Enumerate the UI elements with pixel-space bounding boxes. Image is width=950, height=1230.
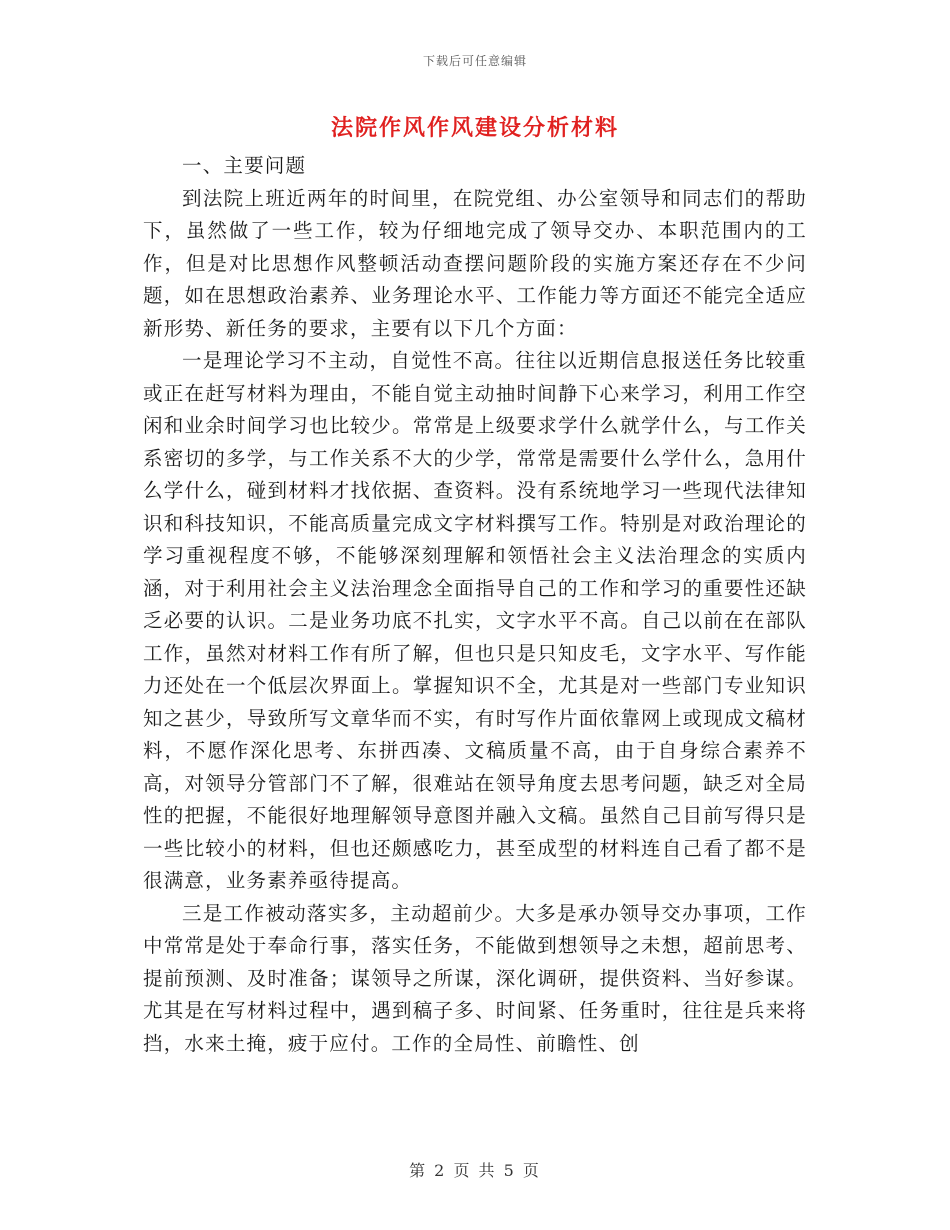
paragraph: 到法院上班近两年的时间里，在院党组、办公室领导和同志们的帮助下，虽然做了一些工作，较为仔细地完成了领导交办、本职范围内的工作，但是对比思想作风整顿活动查摆问题阶段的实施方案还存在不少问题，如在思想政治素养、业务理论水平、工作能力等方面还不能完全适应新形势、新任务的要求，主要有以下几个方面：	[143, 186, 807, 340]
section-heading: 一、主要问题	[182, 154, 307, 177]
page-number: 第 2 页 共 5 页	[409, 1161, 541, 1180]
document-body	[143, 150, 807, 1060]
document-title: 法院作风作风建设分析材料	[330, 115, 619, 141]
paragraph: 三是工作被动落实多，主动超前少。大多是承办领导交办事项，工作中常常是处于奉命行事，落实任务，不能做到想领导之未想，超前思考、提前预测、及时准备；谋领导之所谋，深化调研，提供资料、当好参谋。尤其是在写材料过程中，遇到稿子多、时间紧、任务重时，往往是兵来将挡，水来土掩，疲于应付。工作的全局性、前瞻性、创	[143, 901, 807, 1055]
header-note: 下载后可任意编辑	[422, 54, 527, 68]
paragraph: 一是理论学习不主动，自觉性不高。往往以近期信息报送任务比较重或正在赶写材料为理由，不能自觉主动抽时间静下心来学习，利用工作空闲和业余时间学习也比较少。常常是上级要求学什么就学什么，与工作关系密切的多学，与工作关系不大的少学，常常是需要什么学什么，急用什么学什么，碰到材料才找依据、查资料。没有系统地学习一些现代法律知识和科技知识，不能高质量完成文字材料撰写工作。特别是对政治理论的学习重视程度不够，不能够深刻理解和领悟社会主义法治理念的实质内涵，对于利用社会主义法治理念全面指导自己的工作和学习的重要性还缺乏必要的认识。二是业务功底不扎实，文字水平不高。自己以前在在部队工作，虽然对材料工作有所了解，但也只是只知皮毛，文字水平、写作能力还处在一个低层次界面上。掌握知识不全，尤其是对一些部门专业知识知之甚少，导致所写文章华而不实，有时写作片面依靠网上或现成文稿材料，不愿作深化思考、东拼西凑、文稿质量不高，由于自身综合素养不高，对领导分管部门不了解，很难站在领导角度去思考问题，缺乏对全局性的把握，不能很好地理解领导意图并融入文稿。虽然自己目前写得只是一些比较小的材料，但也还颇感吃力，甚至成型的材料连自己看了都不是很满意，业务素养亟待提高。	[143, 349, 807, 892]
